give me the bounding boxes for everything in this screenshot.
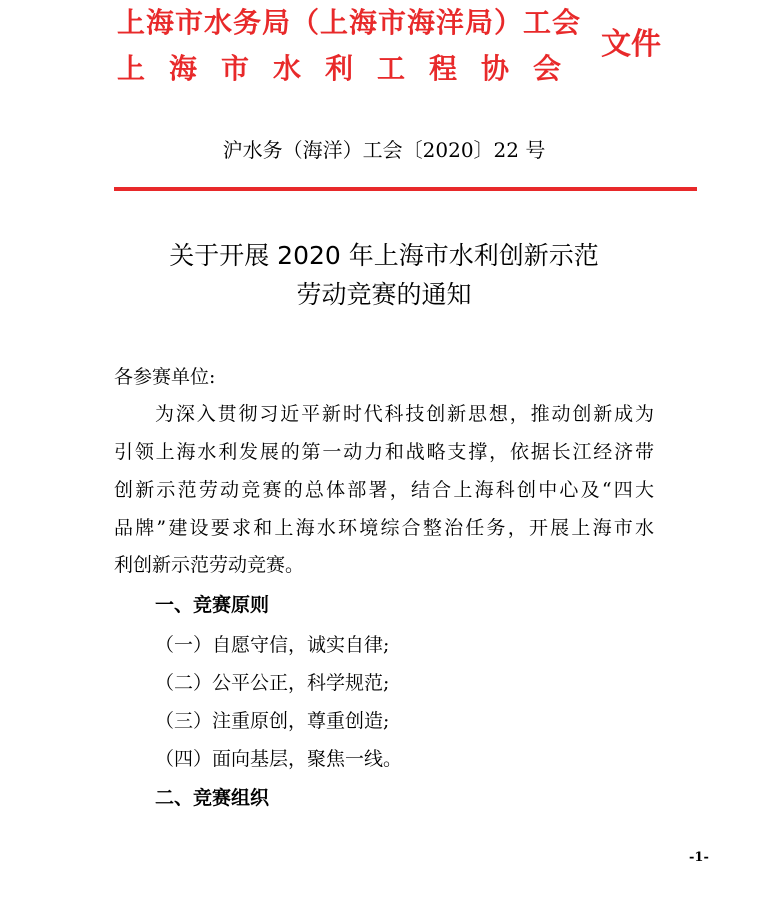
paragraph-line: 为深入贯彻习近平新时代科技创新思想，推动创新成为 [155, 403, 654, 425]
document-number: 沪水务（海洋）工会〔2020〕22 号 [222, 138, 546, 162]
section-heading-principles: 一、竞赛原则 [155, 594, 270, 616]
paragraph-line: 创新示范劳动竞赛的总体部署，结合上海科创中心及“四大 [114, 479, 654, 501]
principle-item: （四）面向基层，聚焦一线。 [155, 748, 403, 770]
page-number: -1- [689, 850, 709, 865]
issuer-line-1: 上海市水务局（上海市海洋局）工会 [117, 6, 582, 39]
principle-item: （三）注重原创，尊重创造; [155, 710, 390, 732]
notice-title-line-1: 关于开展 2020 年上海市水利创新示范 [169, 241, 599, 270]
section-heading-organization: 二、竞赛组织 [155, 787, 270, 809]
principle-item: （一）自愿守信，诚实自律; [155, 634, 390, 656]
paragraph-line: 利创新示范劳动竞赛。 [114, 554, 305, 576]
paragraph-line: 品牌”建设要求和上海水环境综合整治任务，开展上海市水 [114, 517, 654, 539]
document-suffix: 文件 [601, 27, 661, 62]
header-divider [114, 187, 697, 191]
paragraph-line: 引领上海水利发展的第一动力和战略支撑，依据长江经济带 [114, 441, 654, 463]
salutation: 各参赛单位: [114, 366, 216, 388]
principle-item: （二）公平公正，科学规范; [155, 672, 390, 694]
notice-title-line-2: 劳动竞赛的通知 [296, 280, 472, 309]
issuer-line-2: 上海市水利工程协会 [117, 52, 586, 85]
